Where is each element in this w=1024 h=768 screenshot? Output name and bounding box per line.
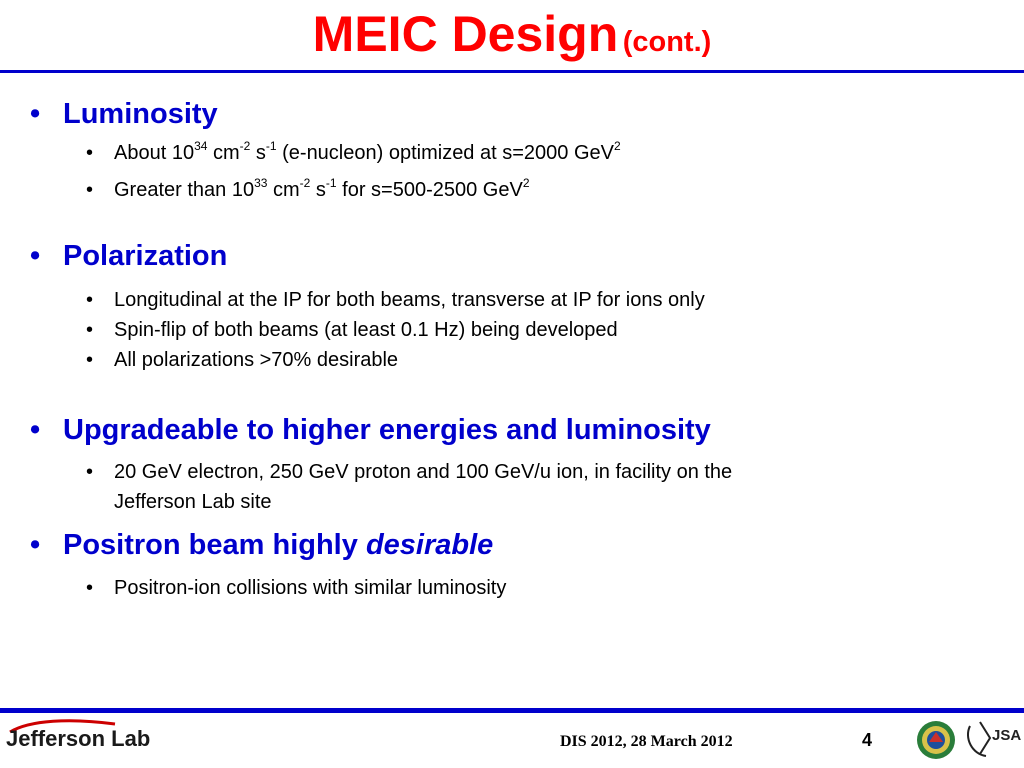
bullet-text: Spin-flip of both beams (at least 0.1 Hz) being developed <box>114 319 618 341</box>
bullet-text: Positron-ion collisions with similar luminosity <box>114 577 507 599</box>
bullet-dot: • <box>86 179 94 201</box>
bullet-dot: • <box>86 319 94 341</box>
bullet-dot: • <box>86 142 94 164</box>
title-divider <box>0 70 1024 73</box>
bullet-text: All polarizations >70% desirable <box>114 349 399 371</box>
heading-emphasis: desirable <box>365 529 494 561</box>
bullet-dot: • <box>30 240 41 272</box>
doe-seal-icon <box>916 720 956 760</box>
bullet-text: Jefferson Lab site <box>114 491 272 513</box>
bullet-text: Greater than $10^{33}$ $cm^{-2}$ $s^{-1}$ for s=500-2500 GeV$^2$ <box>114 176 530 201</box>
bullet-heading-upgradeable <box>30 414 711 447</box>
heading-text: Positron beam highly <box>63 529 366 561</box>
footer-divider <box>0 708 1024 713</box>
jsa-logo-icon <box>962 718 1022 762</box>
bullet-dot: • <box>86 349 94 371</box>
heading-text: Upgradeable to higher energies and luminosity <box>63 414 711 446</box>
bullet-dot: • <box>30 414 41 446</box>
jsa-logo-text: JSA <box>992 727 1022 744</box>
bullet-text: About $10^{34}$ $cm^{-2}$ $s^{-1}$ (e-nucleon) optimized at s=2000 GeV$^2$ <box>114 139 621 164</box>
heading-text: Luminosity <box>63 98 218 130</box>
bullet-dot: • <box>86 289 94 311</box>
bullet-dot: • <box>86 577 94 599</box>
bullet-heading-polarization <box>30 240 227 273</box>
conference-label: DIS 2012, 28 March 2012 <box>560 733 733 750</box>
heading-text: Polarization <box>63 240 228 272</box>
title-main: MEIC Design <box>312 6 619 62</box>
slide-title <box>0 0 1024 70</box>
bullet-text: 20 GeV electron, 250 GeV proton and 100 GeV/u ion, in facility on the <box>114 461 733 483</box>
bullet-heading-luminosity <box>30 98 218 131</box>
bullet-text: Longitudinal at the IP for both beams, transverse at IP for ions only <box>114 289 705 311</box>
jefferson-lab-logo: Jefferson Lab <box>6 726 151 751</box>
title-sub: (cont.) <box>622 26 712 58</box>
bullet-dot: • <box>30 529 41 561</box>
page-number: 4 <box>862 730 873 750</box>
bullet-dot: • <box>86 461 94 483</box>
bullet-dot: • <box>30 98 41 130</box>
bullet-heading-positron <box>30 529 493 562</box>
